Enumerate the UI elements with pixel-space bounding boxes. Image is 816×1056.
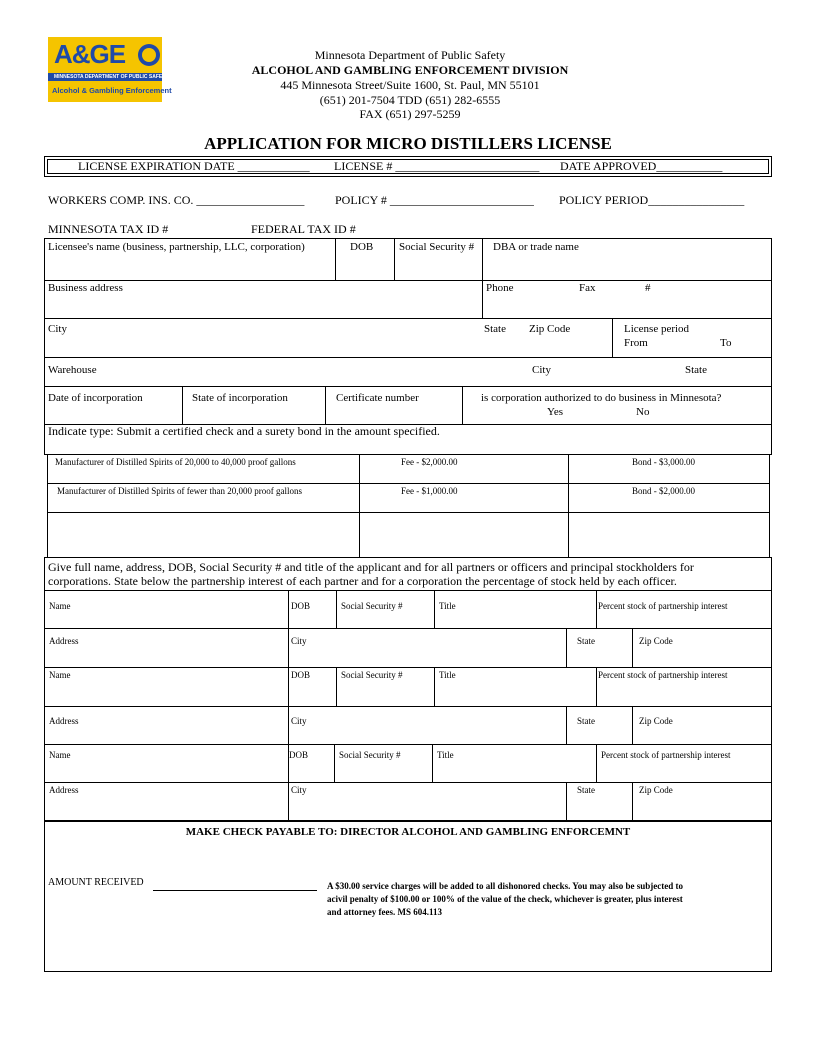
logo-ribbon-text: MINNESOTA DEPARTMENT OF PUBLIC SAFETY bbox=[54, 74, 169, 80]
type-desc: Manufacturer of Distilled Spirits of fewer than 20,000 proof gallons bbox=[57, 486, 302, 496]
person-state-cell[interactable]: State bbox=[577, 636, 595, 646]
certificate-number-cell[interactable]: Certificate number bbox=[336, 392, 419, 404]
person-dob-cell[interactable]: DOB bbox=[291, 601, 311, 611]
license-period-label: License period bbox=[624, 323, 690, 335]
logo-monogram: A&GE bbox=[54, 39, 126, 69]
authorized-yes-option[interactable]: Yes bbox=[547, 406, 564, 418]
authorized-question: is corporation authorized to do business in Minnesota? bbox=[481, 392, 722, 404]
date-approved-field[interactable]: DATE APPROVED___________ bbox=[560, 159, 723, 173]
workers-comp-field[interactable]: WORKERS COMP. INS. CO. __________________ bbox=[48, 193, 305, 207]
notice-line-2: acivil penalty of $100.00 or 100% of the value of the check, whichever is greater, plus interest bbox=[327, 894, 683, 904]
type-fee: Fee - $1,000.00 bbox=[401, 486, 458, 496]
person-name-cell[interactable]: Name bbox=[49, 750, 71, 760]
warehouse-city-cell[interactable]: City bbox=[532, 364, 551, 376]
person-dob-cell[interactable]: DOB bbox=[289, 750, 309, 760]
person-city-cell[interactable]: City bbox=[291, 636, 307, 646]
type-table bbox=[47, 454, 770, 558]
licensee-dba-cell[interactable]: DBA or trade name bbox=[493, 241, 579, 253]
warehouse-state-cell[interactable]: State bbox=[685, 364, 707, 376]
city-cell[interactable]: City bbox=[48, 323, 67, 335]
type-instruction: Indicate type: Submit a certified check and a surety bond in the amount specified. bbox=[48, 424, 440, 438]
person-name-cell[interactable]: Name bbox=[49, 601, 71, 611]
state-incorporation-cell[interactable]: State of incorporation bbox=[192, 392, 288, 404]
person-zip-cell[interactable]: Zip Code bbox=[639, 716, 673, 726]
person-city-cell[interactable]: City bbox=[291, 785, 307, 795]
notice-line-1: A $30.00 service charges will be added to all dishonored checks. You may also be subjected to bbox=[327, 881, 684, 891]
amount-received-label: AMOUNT RECEIVED bbox=[48, 877, 144, 888]
amount-received-field[interactable] bbox=[153, 890, 317, 891]
person-address-cell[interactable]: Address bbox=[49, 636, 79, 646]
header-phone: (651) 201-7504 TDD (651) 282-6555 bbox=[319, 93, 501, 107]
person-percent-cell[interactable]: Percent stock of partnership interest bbox=[601, 750, 731, 760]
person-zip-cell[interactable]: Zip Code bbox=[639, 785, 673, 795]
person-title-cell[interactable]: Title bbox=[437, 750, 454, 760]
licensee-dob-cell[interactable]: DOB bbox=[350, 241, 374, 253]
phone-cell[interactable]: Phone bbox=[486, 282, 514, 294]
license-expiration-field[interactable]: LICENSE EXPIRATION DATE ____________ bbox=[78, 159, 310, 173]
person-state-cell[interactable]: State bbox=[577, 785, 595, 795]
authorized-no-option[interactable]: No bbox=[636, 406, 650, 418]
business-address-cell[interactable]: Business address bbox=[48, 282, 123, 294]
licensee-name-cell[interactable]: Licensee's name (business, partnership, LLC, corporation) bbox=[48, 241, 305, 253]
person-name-cell[interactable]: Name bbox=[49, 670, 71, 680]
policy-number-field[interactable]: POLICY # ________________________ bbox=[335, 193, 534, 207]
fax-hash-label: # bbox=[645, 282, 651, 294]
type-desc: Manufacturer of Distilled Spirits of 20,000 to 40,000 proof gallons bbox=[55, 457, 296, 467]
fax-cell[interactable]: Fax bbox=[579, 282, 596, 294]
person-address-cell[interactable]: Address bbox=[49, 785, 79, 795]
persons-instruction-1: Give full name, address, DOB, Social Security # and title of the applicant and for all partners or officers and principal stockholders for bbox=[48, 560, 694, 574]
agency-logo bbox=[48, 37, 172, 102]
person-address-cell[interactable]: Address bbox=[49, 716, 79, 726]
header-division: ALCOHOL AND GAMBLING ENFORCEMENT DIVISION bbox=[251, 63, 569, 77]
person-percent-cell[interactable]: Percent stock of partnership interest bbox=[598, 670, 728, 680]
person-state-cell[interactable]: State bbox=[577, 716, 595, 726]
person-dob-cell[interactable]: DOB bbox=[291, 670, 311, 680]
licensee-ssn-cell[interactable]: Social Security # bbox=[399, 241, 475, 253]
warehouse-cell[interactable]: Warehouse bbox=[48, 364, 97, 376]
state-cell[interactable]: State bbox=[484, 323, 506, 335]
payable-to: MAKE CHECK PAYABLE TO: DIRECTOR ALCOHOL AND GAMBLING ENFORCEMNT bbox=[185, 826, 631, 838]
type-bond: Bond - $2,000.00 bbox=[632, 486, 695, 496]
page-title: APPLICATION FOR MICRO DISTILLERS LICENSE bbox=[204, 134, 612, 153]
person-ssn-cell[interactable]: Social Security # bbox=[341, 601, 403, 611]
license-number-field[interactable]: LICENSE # ________________________ bbox=[334, 159, 540, 173]
person-title-cell[interactable]: Title bbox=[439, 670, 456, 680]
person-zip-cell[interactable]: Zip Code bbox=[639, 636, 673, 646]
mn-tax-id-label: MINNESOTA TAX ID # bbox=[48, 222, 169, 236]
header-dept: Minnesota Department of Public Safety bbox=[314, 48, 506, 62]
license-period-to[interactable]: To bbox=[720, 337, 732, 349]
person-city-cell[interactable]: City bbox=[291, 716, 307, 726]
person-title-cell[interactable]: Title bbox=[439, 601, 456, 611]
date-incorporation-cell[interactable]: Date of incorporation bbox=[48, 392, 143, 404]
license-period-from[interactable]: From bbox=[624, 337, 648, 349]
federal-tax-id-label: FEDERAL TAX ID # bbox=[251, 222, 356, 236]
header-fax: FAX (651) 297-5259 bbox=[359, 107, 461, 121]
type-bond: Bond - $3,000.00 bbox=[632, 457, 695, 467]
header-address: 445 Minnesota Street/Suite 1600, St. Paul, MN 55101 bbox=[280, 78, 540, 92]
type-fee: Fee - $2,000.00 bbox=[401, 457, 458, 467]
person-ssn-cell[interactable]: Social Security # bbox=[341, 670, 403, 680]
person-percent-cell[interactable]: Percent stock of partnership interest bbox=[598, 601, 728, 611]
person-ssn-cell[interactable]: Social Security # bbox=[339, 750, 401, 760]
policy-period-field[interactable]: POLICY PERIOD________________ bbox=[559, 193, 745, 207]
notice-line-3: and attorney fees. MS 604.113 bbox=[327, 907, 442, 917]
zip-cell[interactable]: Zip Code bbox=[529, 323, 571, 335]
logo-caption: Alcohol & Gambling Enforcement bbox=[52, 86, 172, 95]
persons-instruction-2: corporations. State below the partnership interest of each partner and for a corporation the percentage of stock held by each officer. bbox=[48, 574, 677, 588]
